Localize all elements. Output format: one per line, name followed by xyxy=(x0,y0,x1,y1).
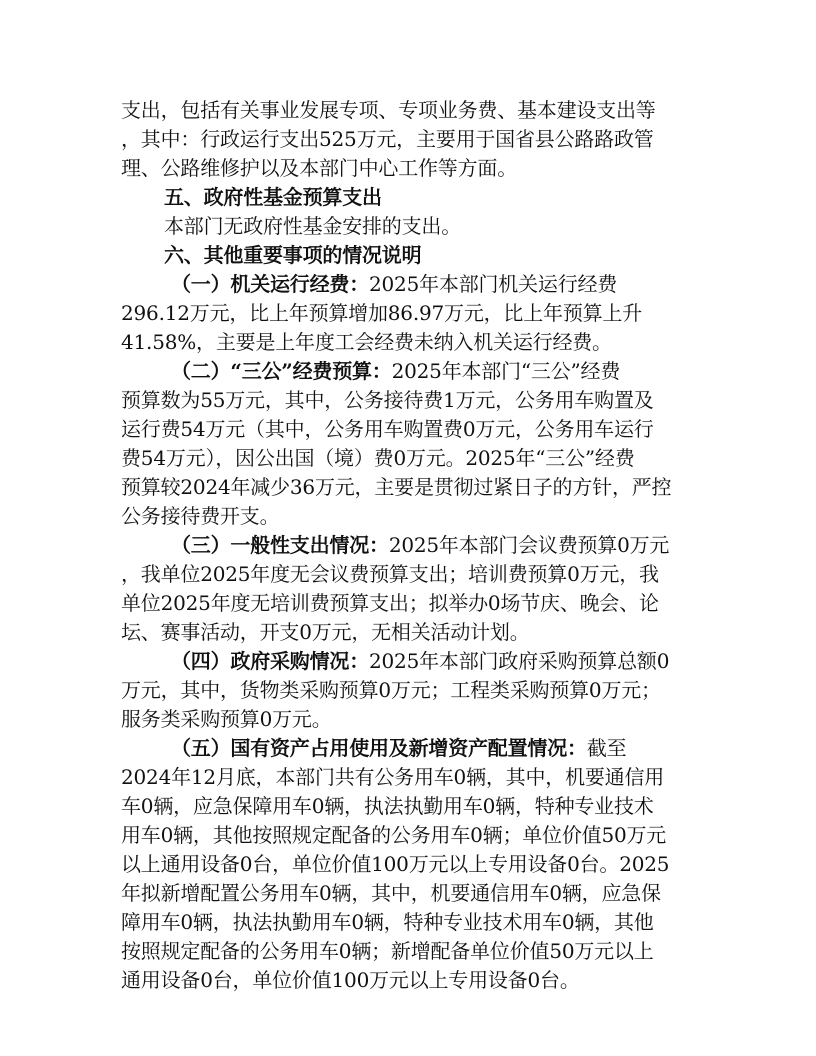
paragraph-line: 费54万元），因公出国（境）费0万元。2025年“三公”经费 xyxy=(121,446,635,470)
section-heading: 六、其他重要事项的情况说明 xyxy=(164,243,422,267)
paragraph-line xyxy=(121,647,701,676)
paragraph-line: 支出，包括有关事业发展专项、专项业务费、基本建设支出等 xyxy=(121,98,656,122)
paragraph-text: 2025年本部门会议费预算0万元 xyxy=(388,533,670,557)
paragraph-line xyxy=(121,531,701,560)
paragraph-line: ，我单位2025年度无会议费预算支出；培训费预算0万元，我 xyxy=(121,562,659,586)
paragraph-line: 以上通用设备0台，单位价值100万元以上专用设备0台。2025 xyxy=(121,852,670,876)
paragraph-line: 预算较2024年减少36万元，主要是贯彻过紧日子的方针，严控 xyxy=(121,475,672,499)
paragraph-line: 万元，其中，货物类采购预算0万元；工程类采购预算0万元； xyxy=(121,678,661,702)
paragraph-line xyxy=(121,734,701,763)
paragraph-line: 41.58%，主要是上年度工会经费未纳入机关运行经费。 xyxy=(121,330,612,354)
paragraph-line: 车0辆，应急保障用车0辆，执法执勤用车0辆，特种专业技术 xyxy=(121,794,654,818)
document-page xyxy=(121,96,701,995)
paragraph-text: 2025年本部门机关运行经费 xyxy=(369,272,618,296)
subsection-heading: （五）国有资产占用使用及新增资产配置情况： xyxy=(171,736,587,760)
paragraph-line: 单位2025年度无培训费预算支出；拟举办0场节庆、晚会、论 xyxy=(121,591,659,615)
paragraph-line: 年拟新增配置公务用车0辆，其中，机要通信用车0辆，应急保 xyxy=(121,881,661,905)
paragraph-line: 障用车0辆，执法执勤用车0辆，特种专业技术用车0辆，其他 xyxy=(121,910,654,934)
paragraph-line: 理、公路维修护以及本部门中心工作等方面。 xyxy=(121,156,517,180)
subsection-heading: （三）一般性支出情况： xyxy=(171,533,389,557)
section-heading: 五、政府性基金预算支出 xyxy=(164,185,382,209)
paragraph-line: 运行费54万元（其中，公务用车购置费0万元，公务用车运行 xyxy=(121,417,654,441)
paragraph-line: 2024年12月底，本部门共有公务用车0辆，其中，机要通信用 xyxy=(121,765,665,789)
subsection-heading: （四）政府采购情况： xyxy=(171,649,369,673)
paragraph-line: ，其中：行政运行支出525万元，主要用于国省县公路路政管 xyxy=(121,127,654,151)
paragraph-line: 用车0辆，其他按照规定配备的公务用车0辆；单位价值50万元 xyxy=(121,823,667,847)
paragraph-line xyxy=(121,357,701,386)
paragraph-text: 2025年本部门政府采购预算总额0 xyxy=(369,649,670,673)
paragraph-line: 通用设备0台，单位价值100万元以上专用设备0台。 xyxy=(121,968,580,992)
subsection-heading: （二）“三公”经费预算： xyxy=(171,359,392,383)
paragraph-text: 2025年本部门“三公”经费 xyxy=(391,359,621,383)
paragraph-line: 按照规定配备的公务用车0辆；新增配备单位价值50万元以上 xyxy=(121,939,654,963)
paragraph-line: 预算数为55万元，其中，公务接待费1万元，公务用车购置及 xyxy=(121,388,654,412)
paragraph-text: 截至 xyxy=(586,736,627,760)
paragraph-line: 服务类采购预算0万元。 xyxy=(121,707,332,731)
paragraph-line: 本部门无政府性基金安排的支出。 xyxy=(164,214,461,238)
paragraph-line: 公务接待费开支。 xyxy=(121,504,280,528)
subsection-heading: （一）机关运行经费： xyxy=(171,272,369,296)
paragraph-line: 坛、赛事活动，开支0万元，无相关活动计划。 xyxy=(121,620,530,644)
paragraph-line: 296.12万元，比上年预算增加86.97万元，比上年预算上升 xyxy=(121,301,643,325)
paragraph-line xyxy=(121,270,701,299)
